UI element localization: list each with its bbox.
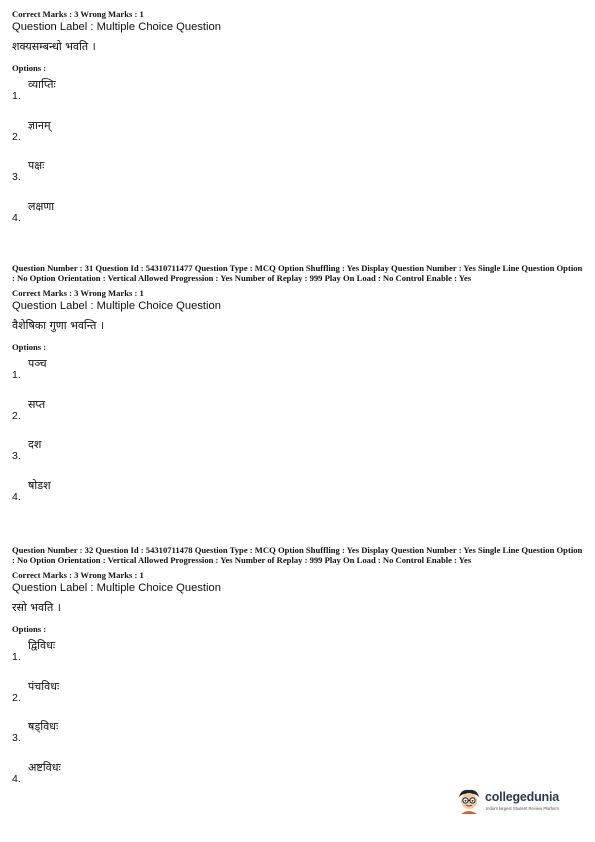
brand-name: collegedunia: [485, 790, 560, 804]
question-label: Question Label : Multiple Choice Question: [12, 300, 221, 312]
option-text: सप्त: [28, 397, 46, 411]
option-number: 2.: [12, 130, 21, 143]
option-text: षड्विधः: [28, 720, 59, 733]
option-2[interactable]: [12, 397, 584, 438]
option-2[interactable]: [12, 679, 584, 720]
option-2[interactable]: [12, 118, 584, 159]
marks-info: Correct Marks : 3 Wrong Marks : 1: [12, 570, 144, 580]
option-1[interactable]: [12, 356, 584, 397]
option-number: 1.: [12, 90, 21, 102]
option-number: 4.: [12, 211, 21, 224]
question-text: शक्यसम्बन्धो भवति ।: [12, 40, 96, 53]
question-text: वैशेषिका गुणा भवन्ति ।: [12, 319, 105, 332]
option-number: 1.: [12, 369, 21, 381]
option-4[interactable]: [12, 478, 584, 519]
question-block-1: [12, 9, 584, 239]
option-text: व्याप्तिः: [28, 78, 56, 91]
option-number: 4.: [12, 772, 21, 785]
question-label: Question Label : Multiple Choice Question: [12, 582, 221, 594]
option-text: दश: [28, 438, 42, 451]
options-heading: Options :: [12, 342, 47, 352]
question-block-31: [12, 263, 584, 518]
option-3[interactable]: [12, 158, 584, 199]
brand-tagline: India's largest Student Review Platform: [486, 806, 559, 811]
option-text: पक्षः: [28, 159, 45, 172]
option-number: 3.: [12, 450, 21, 462]
student-mascot-icon: [455, 787, 483, 815]
question-meta: Question Number : 31 Question Id : 54310711477 Question Type : MCQ Option Shuffling : Yes Display Question Number : Yes Single Line Question Option : No Option Orientation : Vertical Allowed Progression : Yes Number of Replay : 999 Play On Load : No Control Enable : Yes: [12, 263, 583, 283]
option-number: 1.: [12, 651, 21, 663]
collegedunia-logo: [455, 787, 567, 815]
options-heading: Options :: [12, 63, 47, 73]
option-1[interactable]: [12, 638, 584, 679]
option-number: 3.: [12, 732, 21, 744]
option-number: 2.: [12, 409, 21, 422]
option-text: लक्षणा: [28, 199, 55, 213]
option-number: 2.: [12, 691, 21, 704]
option-4[interactable]: [12, 199, 584, 240]
option-text: पंचविधः: [28, 679, 60, 693]
option-text: ज्ञानम्: [28, 118, 51, 132]
option-text: पञ्च: [28, 357, 47, 370]
question-text: रसो भवति ।: [12, 601, 61, 614]
question-label: Question Label : Multiple Choice Question: [12, 21, 221, 33]
option-number: 3.: [12, 171, 21, 183]
option-3[interactable]: [12, 437, 584, 478]
option-text: षोडश: [28, 478, 51, 492]
option-text: द्विविधः: [28, 639, 56, 652]
marks-info: Correct Marks : 3 Wrong Marks : 1: [12, 9, 144, 19]
question-meta: Question Number : 32 Question Id : 54310711478 Question Type : MCQ Option Shuffling : Yes Display Question Number : Yes Single Line Question Option : No Option Orientation : Vertical Allowed Progression : Yes Number of Replay : 999 Play On Load : No Control Enable : Yes: [12, 545, 583, 565]
marks-info: Correct Marks : 3 Wrong Marks : 1: [12, 288, 144, 298]
option-3[interactable]: [12, 719, 584, 760]
question-block-32: [12, 545, 584, 800]
option-number: 4.: [12, 490, 21, 503]
options-heading: Options :: [12, 624, 47, 634]
option-text: अष्टविधः: [28, 760, 61, 774]
option-1[interactable]: [12, 77, 584, 118]
